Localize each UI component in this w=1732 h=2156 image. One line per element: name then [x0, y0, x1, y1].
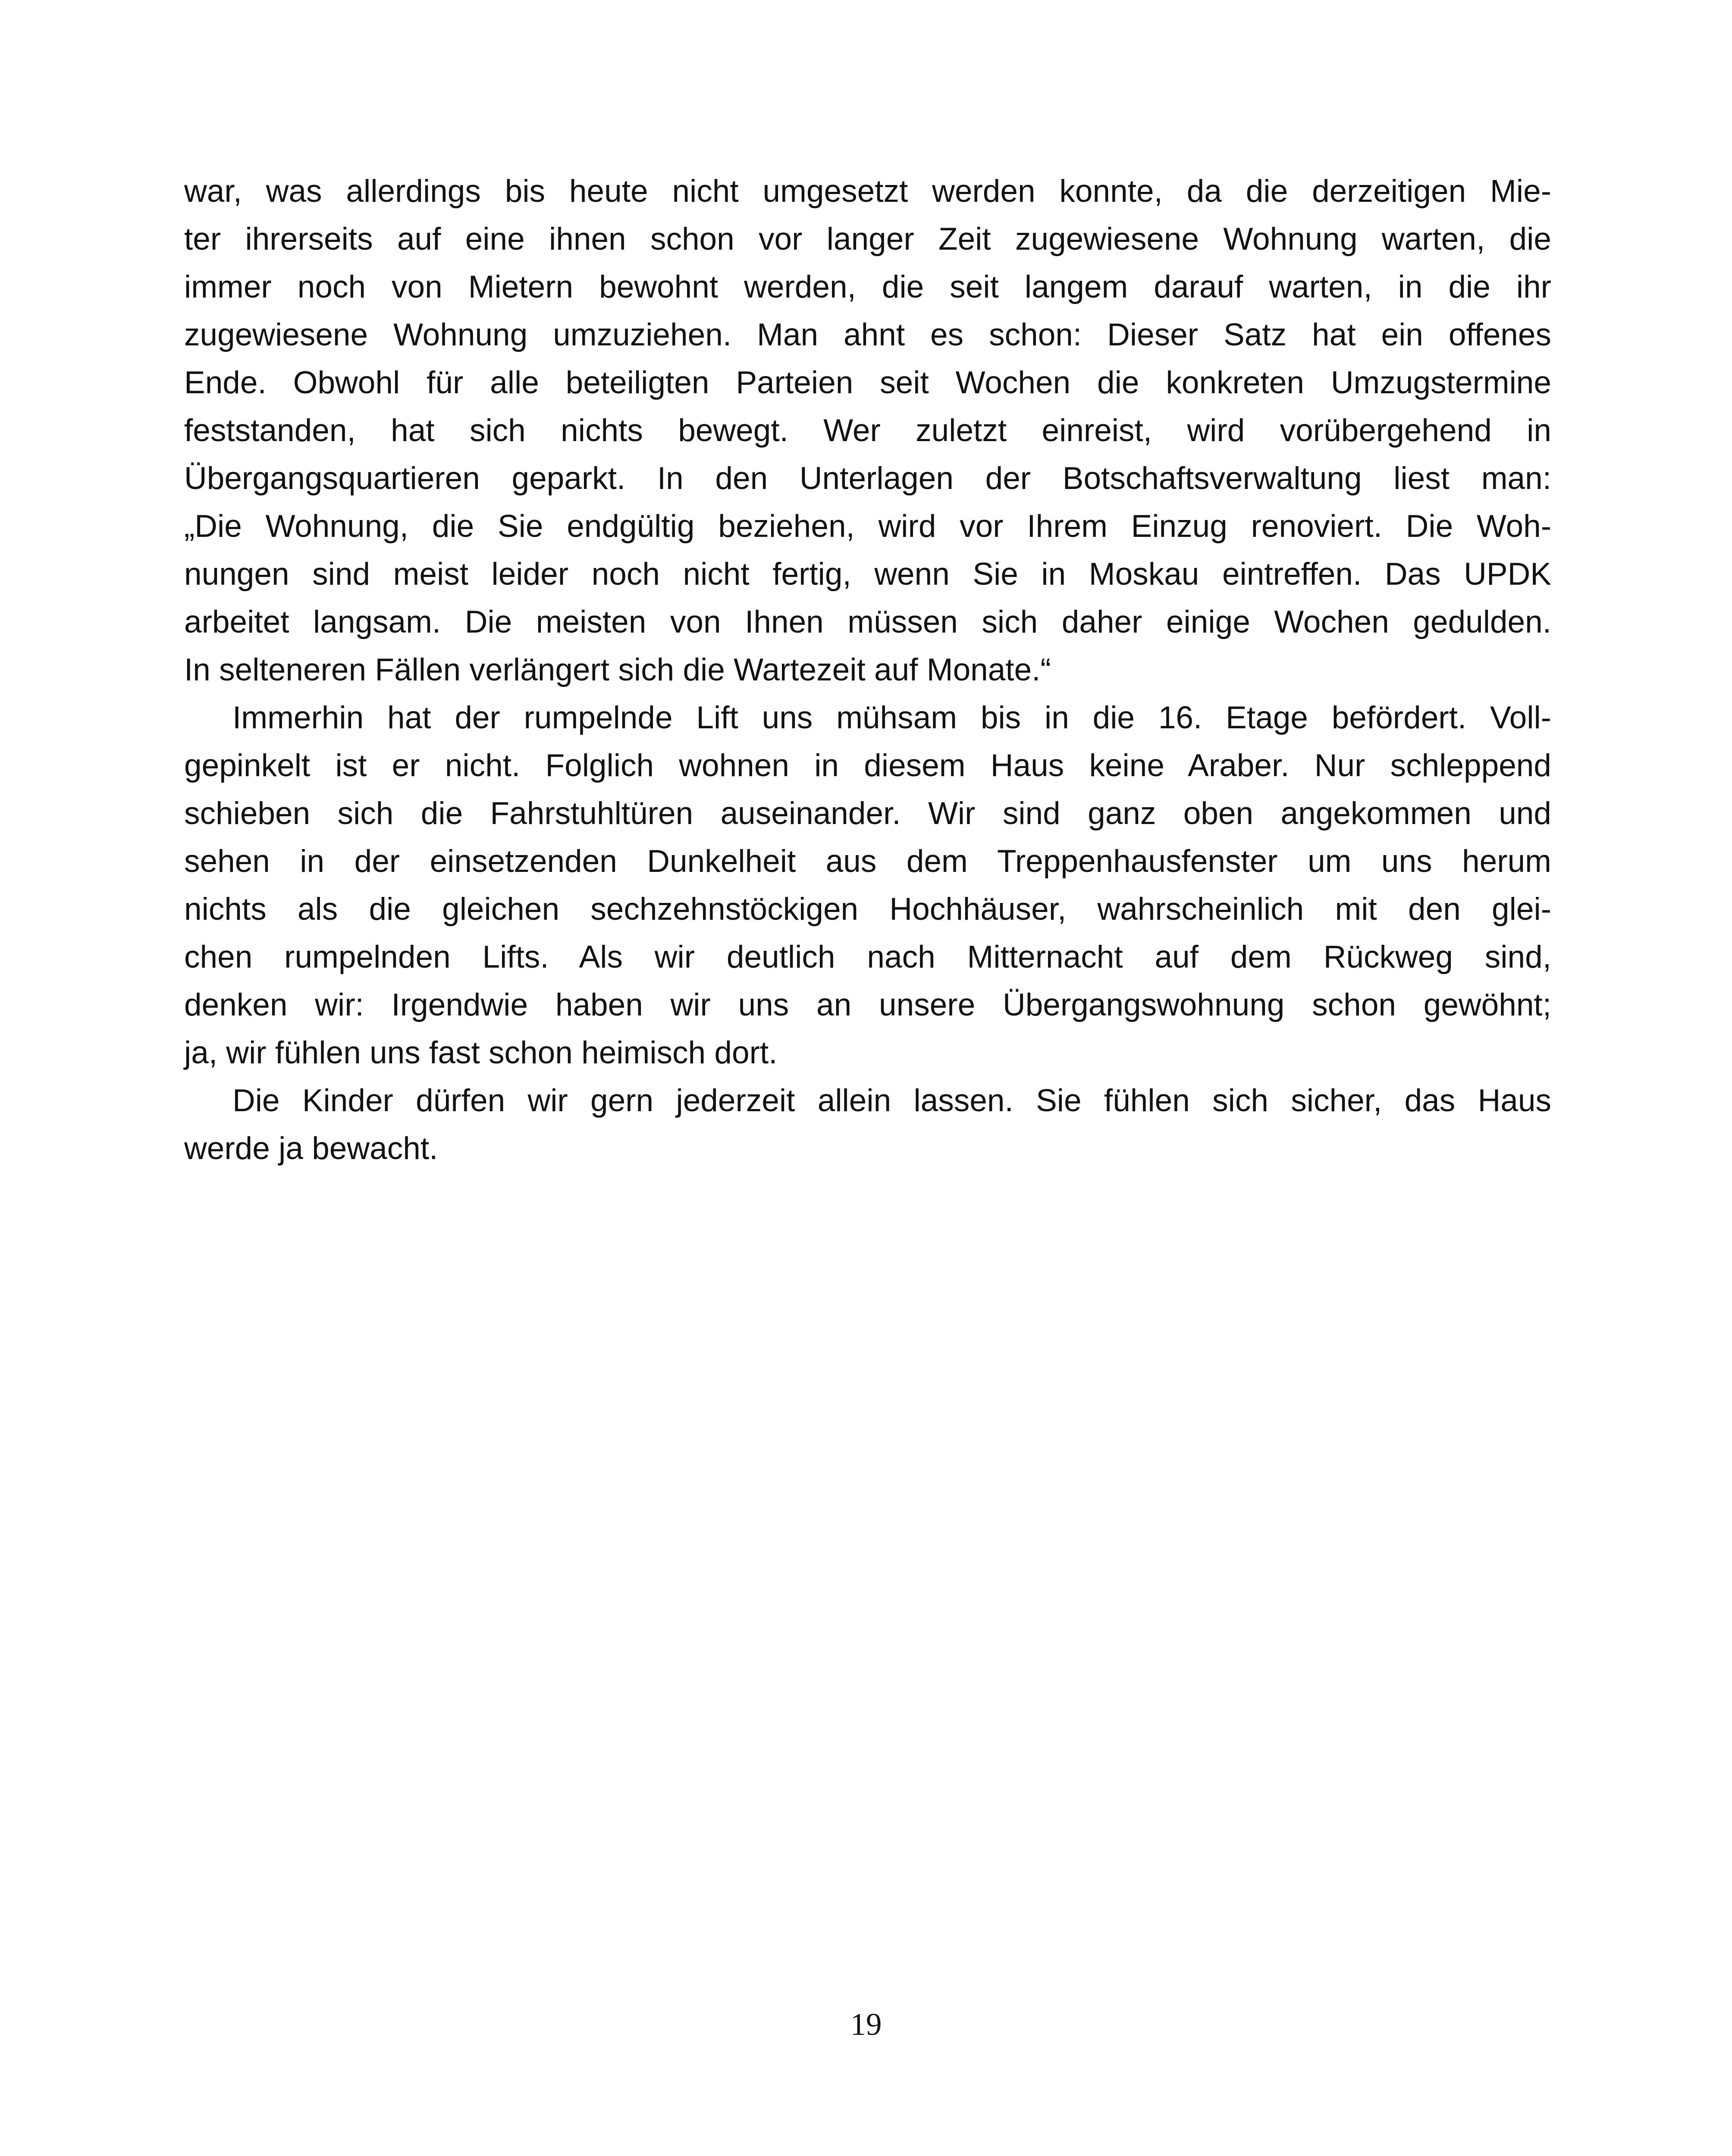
text-line: gepinkelt ist er nicht. Folglich wohnen in diesem Haus keine Araber. Nur schleppend [184, 748, 1551, 783]
text-line: denken wir: Irgendwie haben wir uns an unsere Übergangswohnung schon gewöhnt; [184, 987, 1551, 1022]
text-line: „Die Wohnung, die Sie endgültig beziehen, wird vor Ihrem Einzug renoviert. Die Woh- [184, 509, 1551, 544]
text-line: ja, wir fühlen uns fast schon heimisch dort. [184, 1035, 778, 1070]
text-line: chen rumpelnden Lifts. Als wir deutlich nach Mitternacht auf dem Rückweg sind, [184, 940, 1551, 975]
text-line: werde ja bewacht. [184, 1131, 438, 1166]
text-line: arbeitet langsam. Die meisten von Ihnen müssen sich daher einige Wochen gedulden. [184, 605, 1551, 639]
text-line: zugewiesene Wohnung umzuziehen. Man ahnt es schon: Dieser Satz hat ein offenes [184, 317, 1551, 352]
text-line: ter ihrerseits auf eine ihnen schon vor langer Zeit zugewiesene Wohnung warten, die [184, 222, 1551, 257]
text-line: war, was allerdings bis heute nicht umgesetzt werden konnte, da die derzeitigen Mie- [184, 174, 1551, 209]
text-line: sehen in der einsetzenden Dunkelheit aus dem Treppenhausfenster um uns herum [184, 844, 1551, 879]
text-line: immer noch von Mietern bewohnt werden, die seit langem darauf warten, in die ihr [184, 270, 1551, 304]
text-line: In selteneren Fällen verlängert sich die Wartezeit auf Monate.“ [184, 652, 1051, 687]
text-line: Übergangsquartieren geparkt. In den Unterlagen der Botschaftsverwaltung liest man: [184, 461, 1551, 496]
text-line: nungen sind meist leider noch nicht fertig, wenn Sie in Moskau eintreffen. Das UPDK [184, 557, 1551, 592]
text-line: Ende. Obwohl für alle beteiligten Parteien seit Wochen die konkreten Umzugstermine [184, 365, 1551, 400]
text-line: nichts als die gleichen sechzehnstöckigen Hochhäuser, wahrscheinlich mit den glei- [184, 892, 1551, 927]
body-text [184, 167, 1551, 1172]
text-line-indented: Die Kinder dürfen wir gern jederzeit allein lassen. Sie fühlen sich sicher, das Haus [232, 1083, 1551, 1118]
text-line: feststanden, hat sich nichts bewegt. Wer zuletzt einreist, wird vorübergehend in [184, 413, 1551, 448]
text-line-indented: Immerhin hat der rumpelnde Lift uns mühsam bis in die 16. Etage befördert. Voll- [232, 700, 1551, 735]
text-line: schieben sich die Fahrstuhltüren auseinander. Wir sind ganz oben angekommen und [184, 796, 1551, 831]
page-number: 19 [850, 2007, 882, 2042]
